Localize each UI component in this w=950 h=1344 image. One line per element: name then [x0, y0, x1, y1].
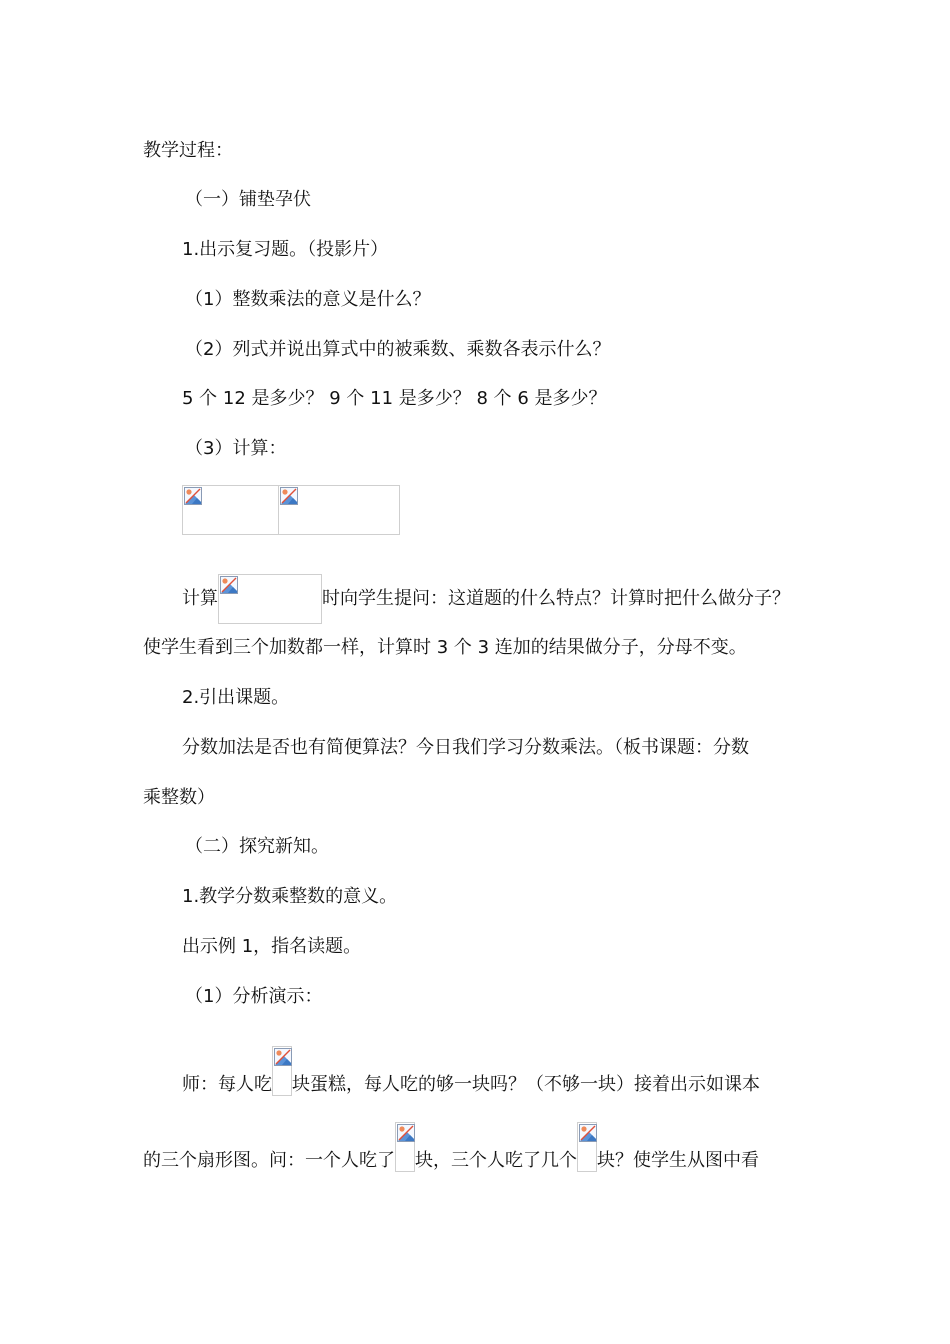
paragraph — [182, 574, 790, 624]
question-item: （2）列式并说出算式中的被乘数、乘数各表示什么？ — [185, 339, 611, 360]
paragraph: 1.出示复习题。（投影片） — [182, 239, 389, 260]
question-item: （1）整数乘法的意义是什么？ — [185, 289, 431, 310]
inline-text: 块，三个人吃了几个 — [415, 1150, 577, 1171]
paragraph: 分数加法是否也有简便算法？今日我们学习分数乘法。（板书课题：分数 — [182, 737, 749, 758]
formula-image — [182, 485, 279, 535]
paragraph: 使学生看到三个加数都一样，计算时 3 个 3 连加的结果做分子，分母不变。 — [143, 637, 747, 658]
broken-image-icon — [274, 1048, 292, 1066]
broken-image-icon — [220, 576, 238, 594]
subsection-heading: （一）铺垫孕伏 — [185, 189, 311, 210]
paragraph — [143, 1122, 759, 1173]
fraction-image — [577, 1122, 597, 1172]
inline-text: 块？使学生从图中看 — [597, 1150, 759, 1171]
fraction-image — [272, 1046, 292, 1096]
paragraph: 乘整数） — [143, 787, 215, 808]
paragraph — [182, 1046, 760, 1097]
paragraph: 2.引出课题。 — [182, 687, 290, 708]
formula-image — [218, 574, 322, 624]
broken-image-icon — [397, 1124, 415, 1142]
formula-image — [278, 485, 400, 535]
paragraph: 5 个 12 是多少？ 9 个 11 是多少？ 8 个 6 是多少？ — [182, 388, 607, 409]
section-heading: 教学过程： — [143, 140, 233, 161]
question-item: （1）分析演示： — [185, 986, 323, 1007]
question-item: （3）计算： — [185, 438, 287, 459]
subsection-heading: （二）探究新知。 — [185, 836, 329, 857]
paragraph: 出示例 1，指名读题。 — [182, 936, 362, 957]
inline-text: 的三个扇形图。问：一个人吃了 — [143, 1150, 395, 1171]
inline-text: 师：每人吃 — [182, 1074, 272, 1095]
inline-text: 块蛋糕，每人吃的够一块吗？（不够一块）接着出示如课本 — [292, 1074, 760, 1095]
paragraph: 1.教学分数乘整数的意义。 — [182, 886, 398, 907]
fraction-image — [395, 1122, 415, 1172]
inline-text: 计算 — [182, 588, 218, 609]
broken-image-icon — [184, 487, 202, 505]
broken-image-icon — [280, 487, 298, 505]
inline-text: 时向学生提问：这道题的什么特点？计算时把什么做分子？ — [322, 588, 790, 609]
broken-image-icon — [579, 1124, 597, 1142]
